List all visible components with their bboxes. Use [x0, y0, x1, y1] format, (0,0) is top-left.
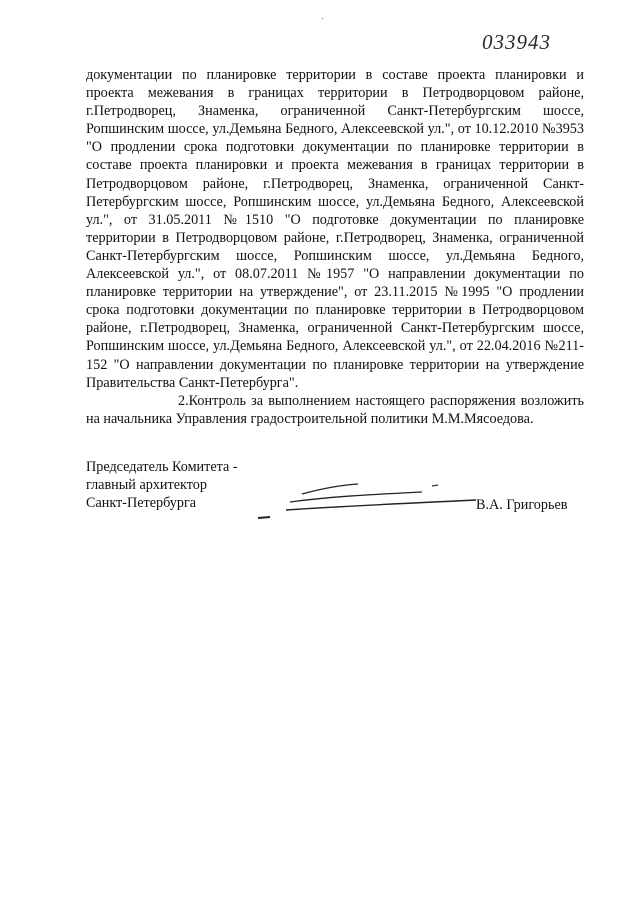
scan-speck	[322, 18, 323, 19]
paragraph-2: 2.Контроль за выполнением настоящего распоряжения возложить на начальника Управления градостроительной политики М.М.Мясоедова.	[86, 392, 584, 427]
handwritten-document-number: 033943	[482, 30, 551, 54]
position-line-3: Санкт-Петербурга	[86, 495, 197, 512]
position-line-1: Председатель Комитета -	[86, 459, 238, 475]
handwritten-signature	[254, 476, 484, 526]
document-body	[86, 66, 584, 428]
position-line-2: главный архитектор	[86, 477, 207, 494]
paragraph-1: документации по планировке территории в составе проекта планировки и проекта межевания в границах территории в Петродворцовом районе, г.Петродворец, Знаменка, ограниченной Санкт-Петербургским шоссе, Ропшинским шоссе, ул.Демьяна Бедного, Алексеевской ул.", от 10.12.2010 №3953 "О продлении срока подготовки документации по планировке территории в составе проекта планировки и проекта межевания в границах территории в Петродворцовом районе, г.Петродворец, Знаменка, ограниченной Санкт-Петербургским шоссе, Ропшинским шоссе, ул.Демьяна Бедного, Алексеевской ул.", от 31.05.2011 №1510 "О подготовке документации по планировке территории в Петродворцовом районе, г.Петродворец, Знаменка, ограниченной Санкт-Петербургским шоссе, Ропшинским шоссе, ул.Демьяна Бедного, Алексеевской ул.", от 08.07.2011 №1957 "О направлении документации по планировке территории на утверждение", от 23.11.2015 №1995 "О продлении срока подготовки документации по планировке территории в Петродворцовом районе, г.Петродворец, Знаменка, ограниченной Санкт-Петербургским шоссе, Ропшинским шоссе, ул.Демьяна Бедного, Алексеевской ул.", от 22.04.2016 №211-152 "О направлении документации по планировке территории на утверждение Правительства Санкт-Петербурга".	[86, 67, 584, 391]
signer-name: В.А. Григорьев	[476, 497, 568, 513]
